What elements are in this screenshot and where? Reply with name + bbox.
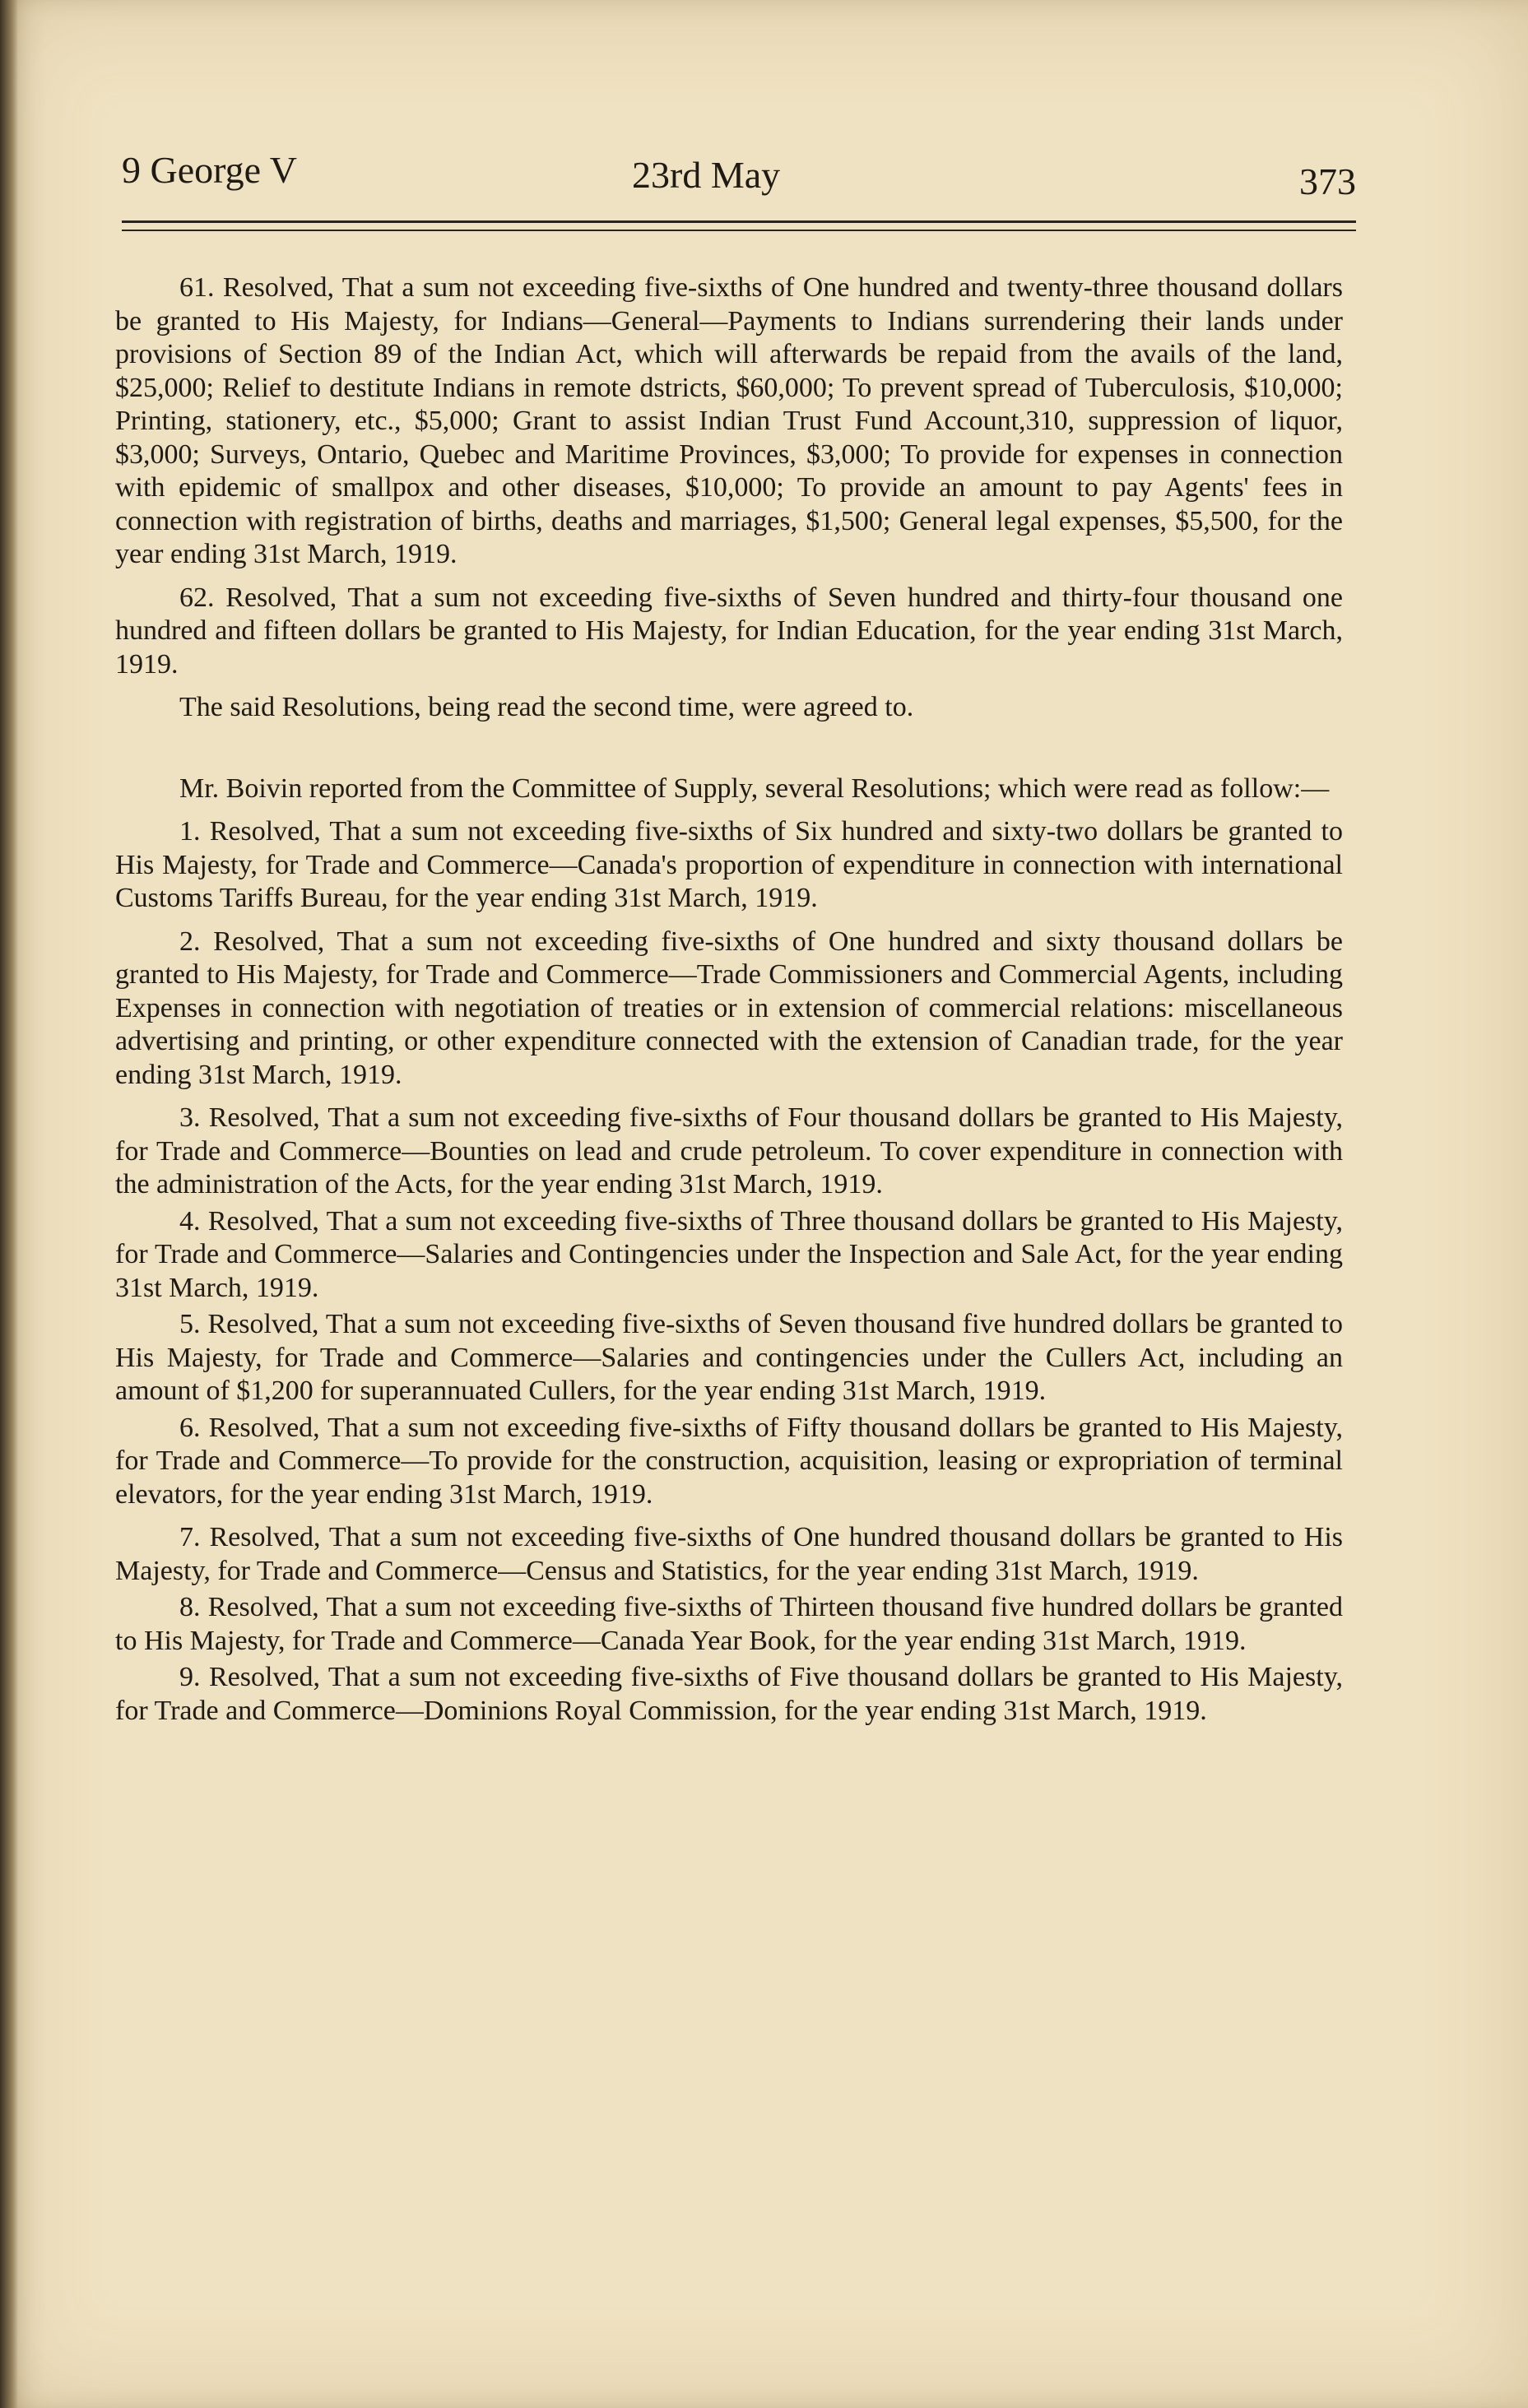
resolution-2: 2. Resolved, That a sum not exceeding five-sixths of One hundred and sixty thousand dollars be granted to His Majesty, for Trade and Commerce—Trade Commissioners and Commercial Agents, including Expenses in connection with negotiation of treaties or in extension of commercial relations: miscellaneous advertising and printing, or other expenditure connected with the extension of Canadian trade, for the year ending 31st March, 1919. <box>115 926 1343 1090</box>
header-rule-top <box>122 220 1356 223</box>
resolution-6: 6. Resolved, That a sum not exceeding five-sixths of Fifty thousand dollars be granted to His Majesty, for Trade and Commerce—To provide for the construction, acquisition, leasing or expropriation of terminal elevators, for the year ending 31st March, 1919. <box>115 1412 1343 1510</box>
running-header <box>122 140 1356 214</box>
resolutions-agreed-statement: The said Resolutions, being read the second time, were agreed to. <box>179 692 914 722</box>
resolution-8: 8. Resolved, That a sum not exceeding five-sixths of Thirteen thousand five hundred dollars be granted to His Majesty, for Trade and Commerce—Canada Year Book, for the year ending 31st March, 1919. <box>115 1592 1343 1656</box>
resolution-9: 9. Resolved, That a sum not exceeding five-sixths of Five thousand dollars be granted to His Majesty, for Trade and Commerce—Dominions Royal Commission, for the year ending 31st March, 1919. <box>115 1662 1343 1726</box>
resolution-1: 1. Resolved, That a sum not exceeding five-sixths of Six hundred and sixty-two dollars be granted to His Majesty, for Trade and Commerce—Canada's proportion of expenditure in connection with international Customs Tariffs Bureau, for the year ending 31st March, 1919. <box>115 816 1343 913</box>
page-number: 373 <box>1299 160 1356 202</box>
resolution-61: 61. Resolved, That a sum not exceeding five-sixths of One hundred and twenty-three thousand dollars be granted to His Majesty, for Indians—General—Payments to Indians surrendering their lands under provisions of Section 89 of the Indian Act, which will afterwards be repaid from the avails of the land, $25,000; Relief to destitute Indians in remote dstricts, $60,000; To prevent spread of Tuberculosis, $10,000; Printing, stationery, etc., $5,000; Grant to assist Indian Trust Fund Account,310, suppression of liquor, $3,000; Surveys, Ontario, Quebec and Maritime Provinces, $3,000; To provide for expenses in connection with epidemic of smallpox and other diseases, $10,000; To provide an amount to pay Agents' fees in connection with registration of births, deaths and marriages, $1,500; General legal expenses, $5,500, for the year ending 31st March, 1919. <box>115 272 1343 569</box>
resolution-5: 5. Resolved, That a sum not exceeding five-sixths of Seven thousand five hundred dollars be granted to His Majesty, for Trade and Commerce—Salaries and contingencies under the Cullers Act, including an amount of $1,200 for superannuated Cullers, for the year ending 31st March, 1919. <box>115 1309 1343 1406</box>
resolution-3: 3. Resolved, That a sum not exceeding five-sixths of Four thousand dollars be granted to His Majesty, for Trade and Commerce—Bounties on lead and crude petroleum. To cover expenditure in connection with the administration of the Acts, for the year ending 31st March, 1919. <box>115 1102 1343 1199</box>
header-regnal-year: 9 George V <box>122 149 297 191</box>
header-rule-bottom <box>122 230 1356 231</box>
header-date: 23rd May <box>632 154 781 196</box>
resolution-62: 62. Resolved, That a sum not exceeding five-sixths of Seven hundred and thirty-four thousand one hundred and fifteen dollars be granted to His Majesty, for Indian Education, for the year ending 31st March, 1919. <box>115 582 1343 680</box>
resolution-7: 7. Resolved, That a sum not exceeding five-sixths of One hundred thousand dollars be granted to His Majesty, for Trade and Commerce—Census and Statistics, for the year ending 31st March, 1919. <box>115 1522 1343 1586</box>
committee-report-intro: Mr. Boivin reported from the Committee of Supply, several Resolutions; which were read as follow:— <box>179 773 1330 804</box>
page-binding-edge <box>0 0 18 2408</box>
journal-body <box>115 271 1343 1731</box>
resolution-4: 4. Resolved, That a sum not exceeding five-sixths of Three thousand dollars be granted to His Majesty, for Trade and Commerce—Salaries and Contingencies under the Inspection and Sale Act, for the year ending 31st March, 1919. <box>115 1205 1343 1303</box>
